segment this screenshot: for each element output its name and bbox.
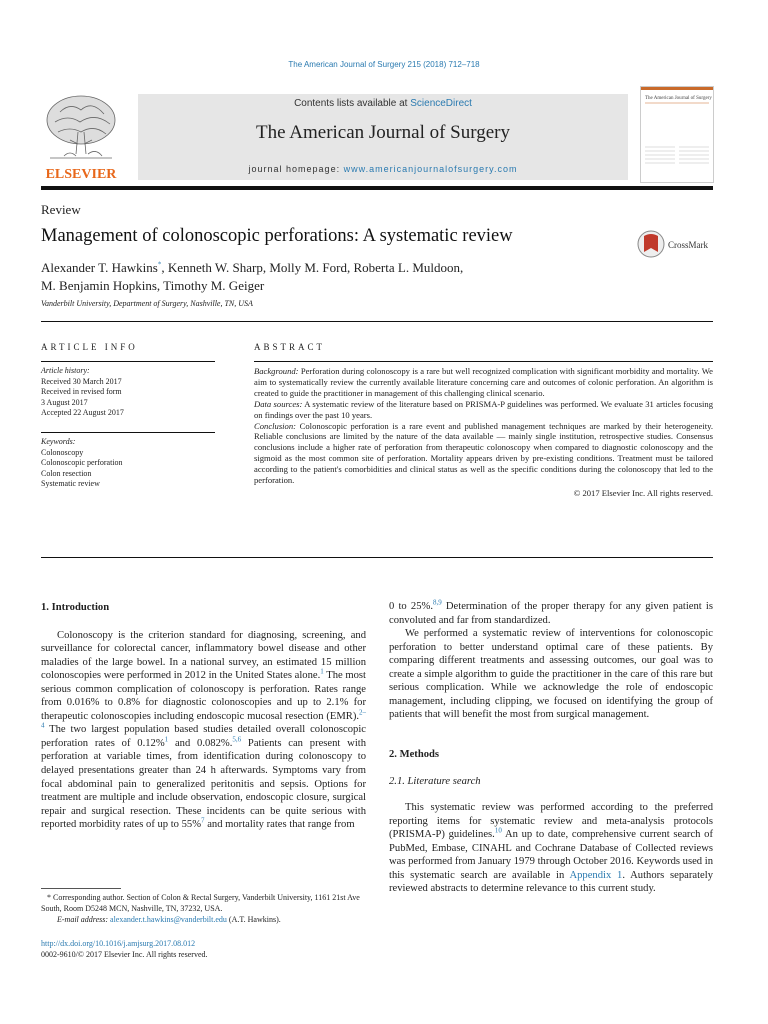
article-history: Article history: Received 30 March 2017 Received in revised form 3 August 2017 Accepted 22 August 2017: [41, 366, 215, 419]
abstract-body: Background: Perforation during colonoscopy is a rare but well recognized complication with significant morbidity and mortality. We aim to systematically review the currently available literature concerning care and outcomes of colonic perforation. An algorithm is created to guide the practitioner in management of this challenging clinical scenario. Data sources: A systematic review of the literature based on PRISMA-P guidelines was performed. We evaluate 31 articles focusing on findings over the past 10 years. Conclusion: Colonoscopic perforation is a rare event and published management techniques are marked by their heterogeneity. Reliable conclusions are limited by the nature of the data available — mainly single institution, retrospective studies. Consensus conclusions include a higher rate of perforation from therapeutic colonoscopy when compared to diagnostic colonoscopy and the sigmoid as the most common site of perforation. Mortality appears driven by pre-existing conditions. Treatment must be tailored according to the patient's comorbidities and clinical status as well as the specific conditions during the colonoscopy that led to the perforation. © 2017 Elsevier Inc. All rights reserved.: [254, 366, 713, 498]
reference-link[interactable]: 10: [494, 826, 502, 835]
affiliation: Vanderbilt University, Department of Surgery, Nashville, TN, USA: [41, 299, 253, 308]
reference-link[interactable]: 7: [201, 816, 205, 825]
issn-line: 0002-9610/© 2017 Elsevier Inc. All rights reserved.: [41, 950, 208, 959]
corresponding-mark[interactable]: *: [157, 260, 162, 269]
svg-text:CrossMark: CrossMark: [668, 240, 708, 250]
doi-link[interactable]: http://dx.doi.org/10.1016/j.amjsurg.2017.08.012: [41, 939, 196, 948]
article-info-rule: [41, 361, 215, 362]
history-item: Accepted 22 August 2017: [41, 408, 124, 417]
svg-text:ELSEVIER: ELSEVIER: [45, 167, 117, 182]
abstract-copyright: © 2017 Elsevier Inc. All rights reserved.: [573, 487, 713, 498]
reference-link[interactable]: 2–4: [41, 708, 366, 730]
homepage-link[interactable]: www.americanjournalofsurgery.com: [343, 164, 518, 174]
journal-citation[interactable]: The American Journal of Surgery 215 (2018) 712–718: [288, 60, 480, 69]
appendix-link[interactable]: Appendix 1: [569, 869, 623, 881]
crossmark-badge[interactable]: [636, 229, 716, 259]
journal-title: The American Journal of Surgery: [256, 122, 510, 143]
body-rule: [41, 557, 713, 558]
abstract-rule: [254, 361, 713, 362]
section-rule: [41, 321, 713, 322]
history-item: Received 30 March 2017: [41, 376, 122, 386]
journal-homepage: journal homepage: www.americanjournalofsurgery.com: [248, 164, 518, 174]
intro-paragraph: Colonoscopy is the criterion standard for diagnosing, screening, and surveillance for colorectal cancer, inflammatory bowel disease and other maladies of the large bowel. In a national survey, an estimated 15 million colonoscopies were performed in 2012 in the United States alone.$^1$ The most serious common complication of colonoscopy is perforation. Rates range from 0.016% to 0.8% for diagnostic colonoscopies and up to 2.1% for therapeutic colonoscopies including endoscopic mucosal resection (EMR).$^{2-4}$ The two largest population based studies detailed overall colonoscopic perforation rates of 0.12%$^1$ and 0.082%.$^{5,6}$ Patients can present with perforation at variable times, from identification during colonoscopy to delayed presentations greater than 24 h afterwards. Symptoms vary from focal abdominal pain to generalized peritonitis and sepsis. Options for treatment are multiple and include observation, endoscopic closure, surgical repair and surgical resection. These incidents can be quite serious with reported morbidity rates of up to 55%$^7$ and mortality rates that range from: [41, 629, 367, 831]
keyword-item: Colonoscopy: [41, 447, 84, 457]
crossmark-icon: [636, 229, 716, 259]
keyword-item: Colon resection: [41, 468, 92, 478]
keyword-item: Systematic review: [41, 479, 100, 488]
reference-link[interactable]: 8,9: [432, 598, 442, 607]
article-title: Management of colonoscopic perforations: A systematic review: [41, 226, 513, 246]
abstract-heading: ABSTRACT: [254, 342, 326, 352]
svg-text:The American Journal of Surger: The American Journal of Surgery: [645, 96, 712, 101]
intro-paragraph: We performed a systematic review of interventions for colonoscopic perforation to better understand optimal care of these patients. By comparing different treatments and assessing outcomes, our goal was to create a simple algorithm to guide the practitioner in the care of this rare but serious complication. While we acknowledge the role of endoscopic management, including clipping, we focused on identifying the group of patients that will benefit the most from surgical management.: [389, 628, 713, 721]
sciencedirect-link[interactable]: ScienceDirect: [410, 98, 472, 109]
body-left-column: [41, 601, 366, 832]
intro-heading: 1. Introduction: [41, 602, 110, 613]
intro-paragraph-continued: 0 to 25%.$^{8,9}$ Determination of the proper therapy for any given patient is convoluted and far from standardized.: [389, 598, 713, 626]
reference-link[interactable]: 1: [164, 735, 169, 744]
methods-paragraph: This systematic review was performed according to the preferred reporting items for systematic review and meta-analysis protocols (PRISMA-P) guidelines.$^{10}$ An up to date, comprehensive current search of PubMed, Embase, CINAHL and Cochrane Database of Collected reviews was performed from January 1979 through October 2016. Keywords used in this systematic search are available in Appendix 1. Authors separately reviewed abstracts to determine relevance to this current study.: [389, 802, 713, 895]
elsevier-logo: [40, 92, 122, 182]
methods-heading: 2. Methods: [389, 748, 440, 760]
article-type: Review: [41, 202, 81, 217]
history-item: Received in revised form: [41, 387, 122, 396]
contents-available: Contents lists available at ScienceDirect: [294, 98, 472, 109]
doi-block: [41, 938, 208, 960]
author-hawkins[interactable]: Alexander T. Hawkins: [41, 260, 158, 275]
reference-link[interactable]: 5,6: [232, 735, 242, 744]
authors: Alexander T. Hawkins*, Kenneth W. Sharp, Molly M. Ford, Roberta L. Muldoon, M. Benjamin Hopkins, Timothy M. Geiger: [41, 260, 464, 293]
body-right-column: [389, 600, 713, 896]
literature-search-heading: 2.1. Literature search: [389, 776, 481, 788]
article-info-heading: ARTICLE INFO: [41, 342, 138, 352]
header-rule: [41, 186, 713, 190]
email-link[interactable]: alexander.t.hawkins@vanderbilt.edu: [110, 915, 227, 924]
reference-link[interactable]: 1: [320, 667, 324, 676]
keywords: Keywords: Colonoscopy Colonoscopic perforation Colon resection Systematic review: [41, 437, 215, 490]
elsevier-tree-icon: [40, 92, 122, 182]
footnote-rule: [41, 888, 121, 889]
keywords-rule: [41, 432, 215, 433]
history-item: 3 August 2017: [41, 397, 88, 407]
journal-cover-thumbnail: [640, 86, 714, 183]
journal-masthead: [138, 94, 628, 180]
keyword-item: Colonoscopic perforation: [41, 458, 123, 467]
corresponding-author-footnote: * Corresponding author. Section of Colon & Rectal Surgery, Vanderbilt University, 1161 21st Ave South, Room D5248 MCN, Nashville, TN, 37232, USA. E-mail address: alexander.t.hawkins@vanderbilt.edu (A.T. Hawkins).: [41, 893, 360, 924]
